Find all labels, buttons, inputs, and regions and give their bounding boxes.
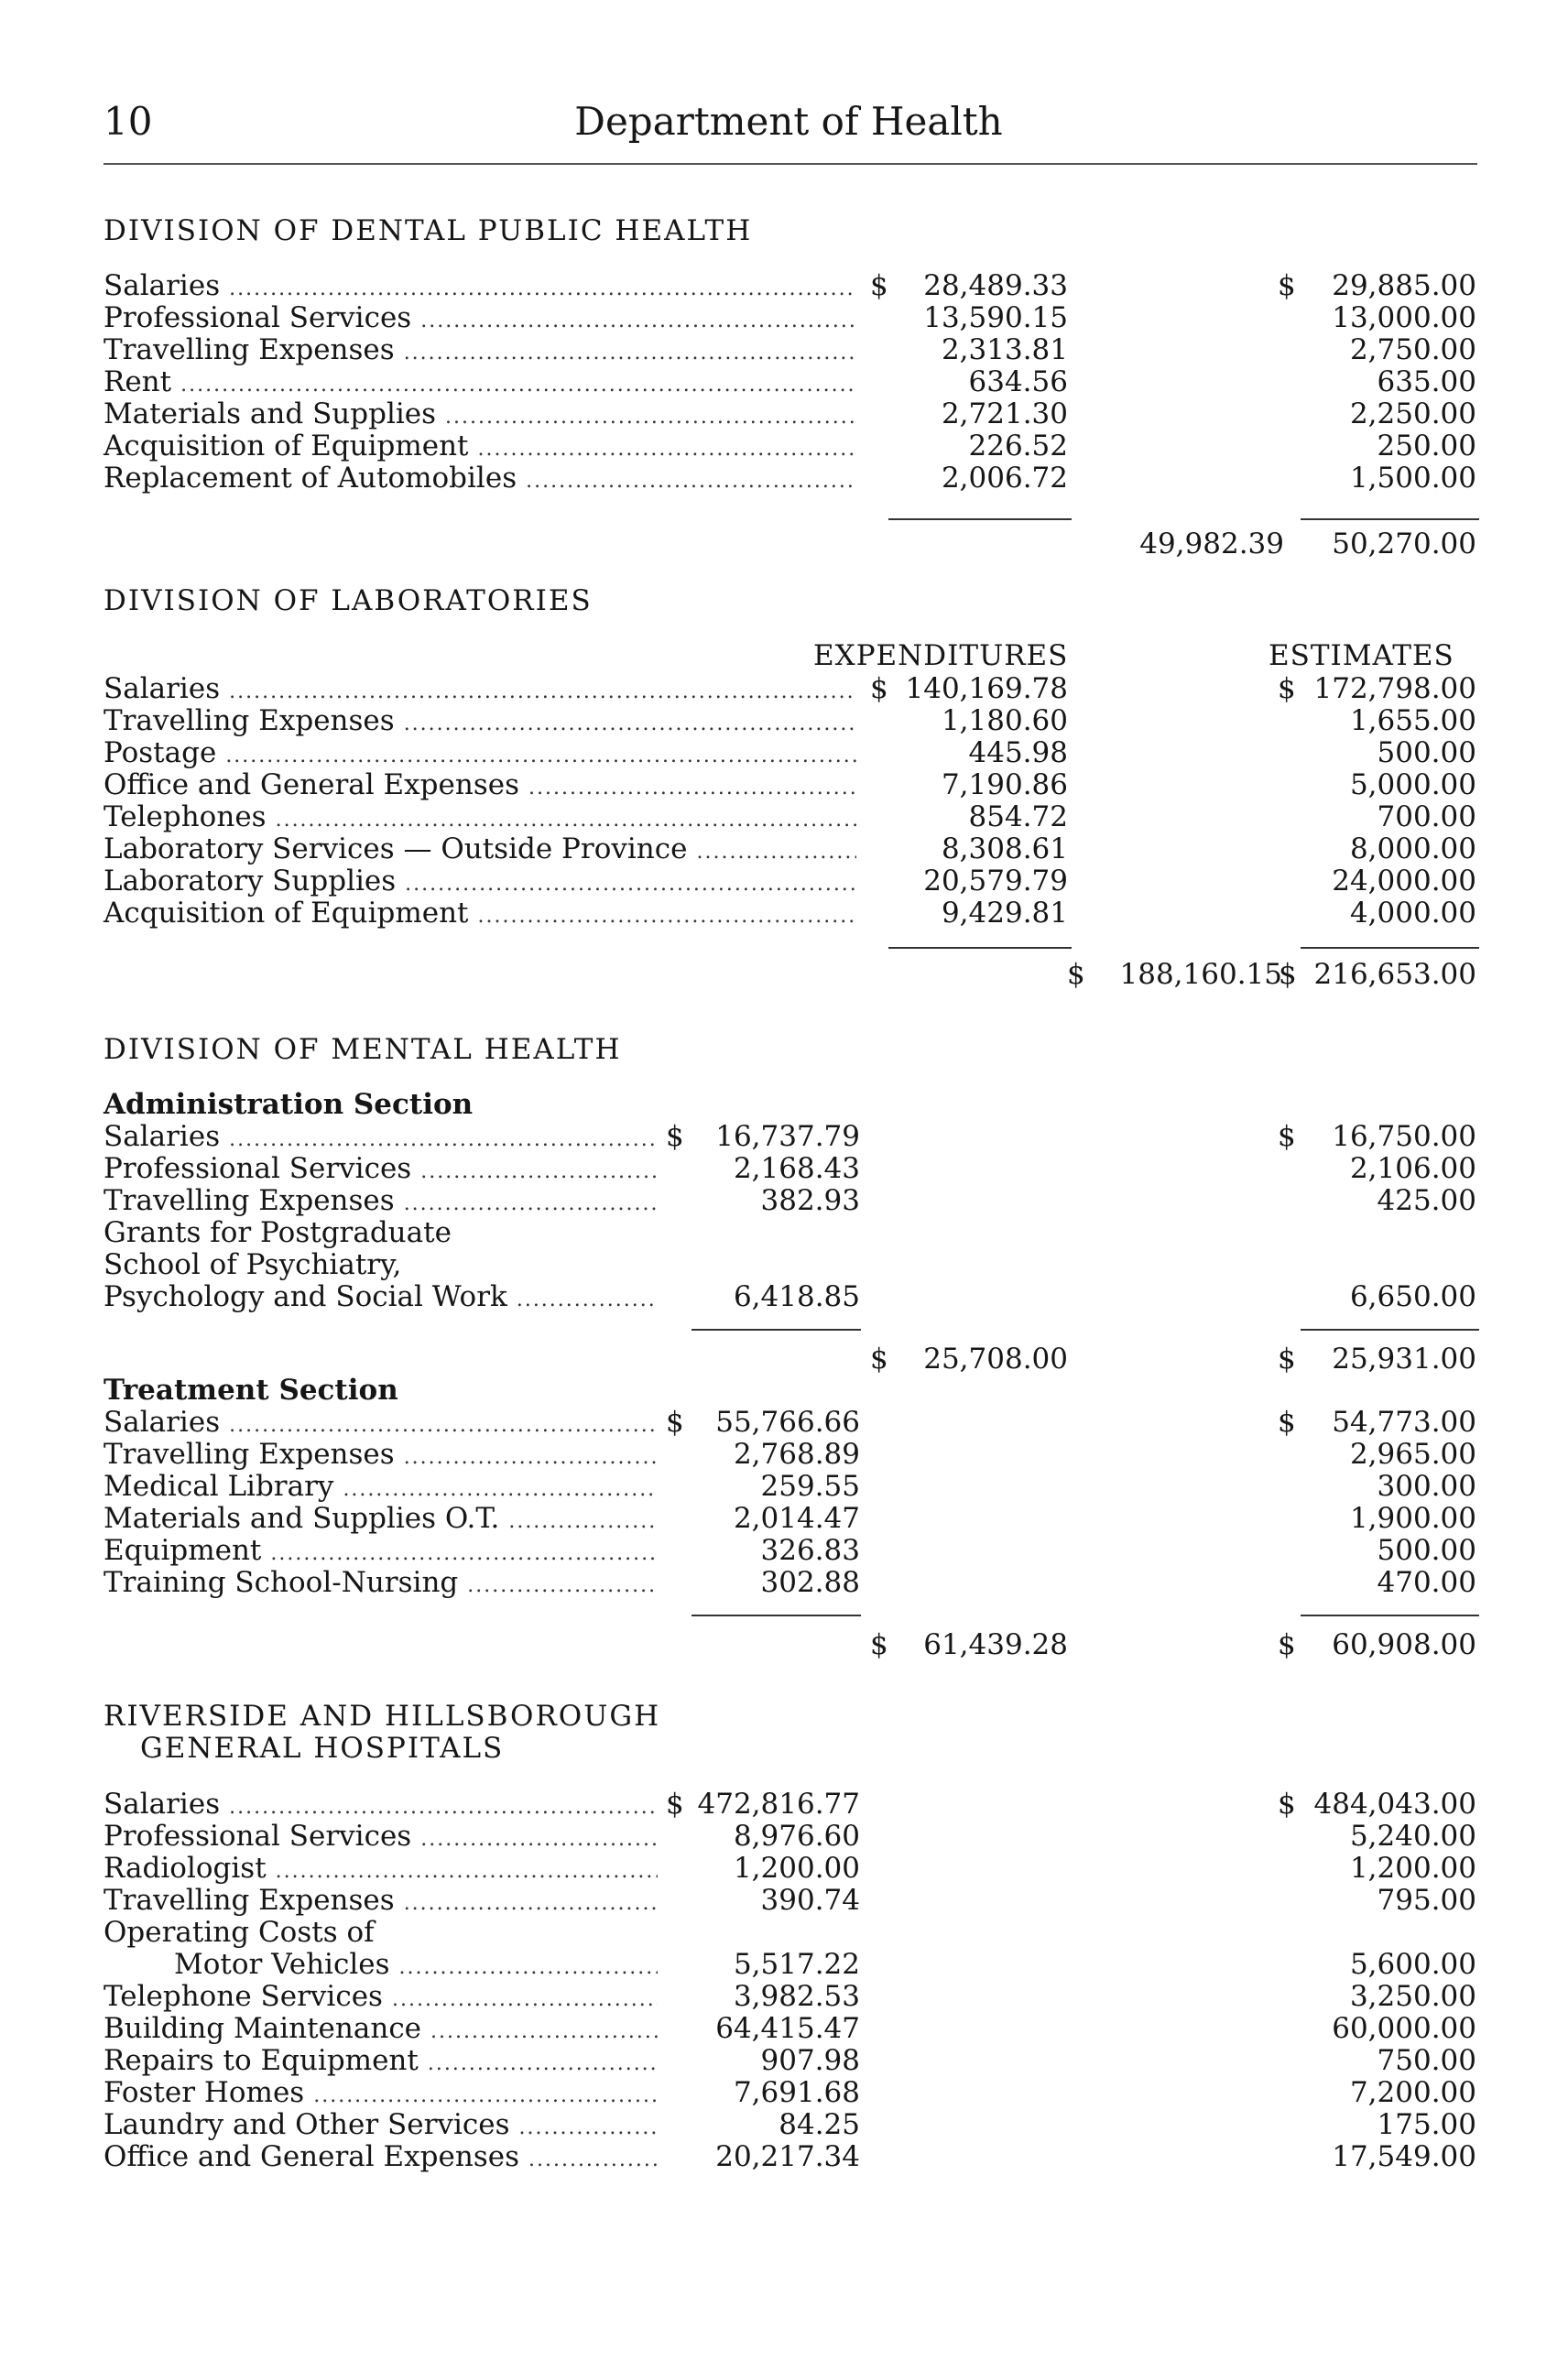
header-rule [103, 163, 1477, 165]
estimate-value: 3,250.00 [1349, 1980, 1476, 2013]
table-row [0, 865, 1568, 897]
table-row [0, 1916, 1568, 1949]
row-label: Training School-Nursing ..... [103, 1566, 658, 1603]
estimate-value: 60,000.00 [1332, 2012, 1476, 2045]
dollar-sign: $ [1278, 1343, 1296, 1376]
table-row [0, 897, 1568, 930]
row-label: Acquisition of Equipment ..... [103, 430, 856, 466]
row-label: Travelling Expenses ..... [103, 704, 856, 741]
estimate-value: 635.00 [1377, 365, 1476, 398]
estimate-value: 470.00 [1377, 1566, 1476, 1599]
table-row [0, 1980, 1568, 2013]
estimate-value: 2,250.00 [1349, 397, 1476, 430]
expenditure-value: 1,180.60 [941, 704, 1068, 737]
row-label: Building Maintenance ..... [103, 2012, 658, 2049]
estimate-value: 8,000.00 [1349, 832, 1476, 865]
expenditure-value: 28,489.33 [923, 269, 1068, 302]
table-row [0, 365, 1568, 398]
expenditure-value: 2,721.30 [941, 397, 1068, 430]
subtotal-rule [888, 518, 1072, 520]
estimates-column-header: ESTIMATES [1269, 639, 1454, 672]
row-label: Motor Vehicles ..... [174, 1948, 658, 1985]
treatment-total-estimate: 60,908.00 [1332, 1628, 1476, 1661]
estimate-value: 5,000.00 [1349, 768, 1476, 801]
table-row [0, 1216, 1568, 1249]
table-row [0, 1884, 1568, 1917]
expenditure-value: 6,418.85 [733, 1280, 860, 1313]
table-row [0, 1852, 1568, 1885]
dollar-sign: $ [1278, 1628, 1296, 1661]
estimate-value: 1,655.00 [1349, 704, 1476, 737]
row-label: Grants for Postgraduate [103, 1216, 452, 1249]
estimate-value: 6,650.00 [1349, 1280, 1476, 1313]
admin-section-heading: Administration Section [103, 1088, 474, 1121]
row-label: Telephones ..... [103, 800, 856, 837]
expenditure-value: 1,200.00 [733, 1852, 860, 1885]
estimate-value: 175.00 [1377, 2108, 1476, 2141]
treatment-total-expenditure: 61,439.28 [923, 1628, 1068, 1661]
treatment-section-heading: Treatment Section [103, 1374, 398, 1407]
estimate-value: 7,200.00 [1349, 2076, 1476, 2109]
table-row [0, 768, 1568, 801]
expenditure-value: 13,590.15 [923, 301, 1068, 334]
expenditure-value: 907.98 [760, 2044, 860, 2077]
expenditure-value: 84.25 [779, 2108, 860, 2141]
dollar-sign: $ [1067, 958, 1085, 991]
dental-total-expenditure: 49,982.39 [1139, 527, 1284, 560]
subtotal-rule [691, 1615, 861, 1616]
estimate-value: 500.00 [1377, 736, 1476, 769]
dental-total-estimate: 50,270.00 [1332, 527, 1476, 560]
expenditure-value: 2,006.72 [941, 462, 1068, 495]
table-row [0, 1120, 1568, 1153]
estimate-value: 250.00 [1377, 430, 1476, 462]
expenditure-value: 2,768.89 [733, 1438, 860, 1471]
row-label: Laboratory Services — Outside Province ..... [103, 832, 856, 869]
row-label: Equipment ..... [103, 1534, 658, 1571]
dollar-sign: $ [1278, 672, 1296, 705]
dollar-sign: $ [870, 672, 888, 705]
row-label: Office and General Expenses ..... [103, 768, 856, 805]
dollar-sign: $ [666, 1788, 684, 1821]
dollar-sign: $ [1278, 1120, 1296, 1153]
dollar-sign: $ [1278, 269, 1296, 302]
table-row [0, 301, 1568, 334]
row-label: Acquisition of Equipment ..... [103, 897, 856, 933]
labs-heading: DIVISION OF LABORATORIES [103, 584, 593, 617]
table-row [0, 1820, 1568, 1853]
subtotal-rule [1301, 1615, 1479, 1616]
labs-total-estimate: 216,653.00 [1313, 958, 1476, 991]
estimate-value: 4,000.00 [1349, 897, 1476, 930]
table-row [0, 1788, 1568, 1821]
row-label: Salaries ..... [103, 1788, 658, 1824]
estimate-value: 795.00 [1377, 1884, 1476, 1917]
row-label: Telephone Services ..... [103, 1980, 658, 2017]
dollar-sign: $ [666, 1120, 684, 1153]
subtotal-rule [888, 947, 1072, 949]
table-row [0, 1248, 1568, 1281]
table-row [0, 333, 1568, 366]
row-label: Radiologist ..... [103, 1852, 658, 1888]
estimate-value: 54,773.00 [1332, 1406, 1476, 1439]
expenditure-value: 9,429.81 [941, 897, 1068, 930]
row-label: Professional Services ..... [103, 1820, 658, 1856]
estimate-value: 2,965.00 [1349, 1438, 1476, 1471]
labs-total-expenditure: 188,160.15 [1119, 958, 1282, 991]
page-number: 10 [103, 99, 153, 144]
expenditure-value: 445.98 [968, 736, 1068, 769]
expenditure-value: 302.88 [760, 1566, 860, 1599]
dollar-sign: $ [870, 1343, 888, 1376]
row-label: Travelling Expenses ..... [103, 333, 856, 370]
admin-total-expenditure: 25,708.00 [923, 1343, 1068, 1376]
row-label: Medical Library ..... [103, 1470, 658, 1506]
expenditure-value: 3,982.53 [733, 1980, 860, 2013]
row-label: School of Psychiatry, [103, 1248, 402, 1281]
estimate-value: 13,000.00 [1332, 301, 1476, 334]
row-label: Replacement of Automobiles ..... [103, 462, 856, 498]
expenditure-value: 226.52 [968, 430, 1068, 462]
row-label: Travelling Expenses ..... [103, 1438, 658, 1474]
subtotal-rule [691, 1329, 861, 1331]
expenditure-value: 55,766.66 [715, 1406, 860, 1439]
table-row [0, 832, 1568, 865]
table-row [0, 430, 1568, 462]
estimate-value: 425.00 [1377, 1184, 1476, 1217]
riverside-heading-line1: RIVERSIDE AND HILLSBOROUGH [103, 1700, 661, 1733]
expenditure-value: 2,168.43 [733, 1152, 860, 1185]
estimate-value: 2,750.00 [1349, 333, 1476, 366]
dollar-sign: $ [870, 269, 888, 302]
row-label: Materials and Supplies O.T. ..... [103, 1502, 658, 1539]
expenditure-value: 140,169.78 [905, 672, 1068, 705]
estimate-value: 484,043.00 [1313, 1788, 1476, 1821]
dollar-sign: $ [666, 1406, 684, 1439]
estimate-value: 24,000.00 [1332, 865, 1476, 897]
riverside-heading-line2: GENERAL HOSPITALS [140, 1732, 505, 1765]
row-label: Travelling Expenses ..... [103, 1884, 658, 1920]
expenditure-value: 64,415.47 [715, 2012, 860, 2045]
table-row [0, 1534, 1568, 1567]
table-row [0, 397, 1568, 430]
table-row [0, 2012, 1568, 2045]
table-row [0, 2044, 1568, 2077]
table-row [0, 672, 1568, 705]
subtotal-rule [1301, 947, 1479, 949]
table-row [0, 1184, 1568, 1217]
estimate-value: 5,240.00 [1349, 1820, 1476, 1853]
row-label: Office and General Expenses ..... [103, 2140, 658, 2177]
table-row [0, 269, 1568, 302]
table-row [0, 1566, 1568, 1599]
row-label: Professional Services ..... [103, 1152, 658, 1189]
running-title: Department of Health [574, 99, 1003, 144]
expenditure-value: 20,217.34 [715, 2140, 860, 2173]
expenditure-value: 2,014.47 [733, 1502, 860, 1535]
row-label: Laboratory Supplies ..... [103, 865, 856, 901]
estimate-value: 16,750.00 [1332, 1120, 1476, 1153]
table-row [0, 1502, 1568, 1535]
table-row [0, 2108, 1568, 2141]
table-row [0, 1948, 1568, 1981]
expenditure-value: 20,579.79 [923, 865, 1068, 897]
row-label: Professional Services ..... [103, 301, 856, 338]
table-row [0, 800, 1568, 833]
dental-heading: DIVISION OF DENTAL PUBLIC HEALTH [103, 214, 753, 247]
estimate-value: 1,500.00 [1349, 462, 1476, 495]
row-label: Materials and Supplies ..... [103, 397, 856, 434]
expenditure-value: 259.55 [760, 1470, 860, 1503]
table-row [0, 2076, 1568, 2109]
estimate-value: 750.00 [1377, 2044, 1476, 2077]
row-label: Salaries ..... [103, 269, 856, 306]
estimate-value: 300.00 [1377, 1470, 1476, 1503]
row-label: Travelling Expenses ..... [103, 1184, 658, 1221]
subtotal-rule [1301, 1329, 1479, 1331]
expenditure-value: 7,190.86 [941, 768, 1068, 801]
row-label: Laundry and Other Services ..... [103, 2108, 658, 2145]
row-label: Repairs to Equipment ..... [103, 2044, 658, 2081]
admin-total-estimate: 25,931.00 [1332, 1343, 1476, 1376]
estimate-value: 5,600.00 [1349, 1948, 1476, 1981]
table-row [0, 1152, 1568, 1185]
expenditures-column-header: EXPENDITURES [813, 639, 1069, 672]
estimate-value: 500.00 [1377, 1534, 1476, 1567]
expenditure-value: 2,313.81 [941, 333, 1068, 366]
table-row [0, 462, 1568, 495]
table-row [0, 1406, 1568, 1439]
dollar-sign: $ [1278, 1406, 1296, 1439]
estimate-value: 172,798.00 [1313, 672, 1476, 705]
expenditure-value: 854.72 [968, 800, 1068, 833]
expenditure-value: 634.56 [968, 365, 1068, 398]
expenditure-value: 472,816.77 [697, 1788, 860, 1821]
expenditure-value: 390.74 [760, 1884, 860, 1917]
row-label: Salaries ..... [103, 1406, 658, 1442]
dollar-sign: $ [1278, 1788, 1296, 1821]
row-label: Rent ..... [103, 365, 856, 402]
expenditure-value: 5,517.22 [733, 1948, 860, 1981]
row-label: Salaries ..... [103, 1120, 658, 1157]
table-row [0, 704, 1568, 737]
row-label: Foster Homes ..... [103, 2076, 658, 2113]
dollar-sign: $ [870, 1628, 888, 1661]
estimate-value: 17,549.00 [1332, 2140, 1476, 2173]
row-label: Psychology and Social Work ..... [103, 1280, 658, 1317]
expenditure-value: 7,691.68 [733, 2076, 860, 2109]
estimate-value: 1,200.00 [1349, 1852, 1476, 1885]
mental-heading: DIVISION OF MENTAL HEALTH [103, 1033, 622, 1066]
table-row [0, 2140, 1568, 2173]
expenditure-value: 8,308.61 [941, 832, 1068, 865]
expenditure-value: 16,737.79 [715, 1120, 860, 1153]
table-row [0, 736, 1568, 769]
expenditure-value: 8,976.60 [733, 1820, 860, 1853]
table-row [0, 1280, 1568, 1313]
row-label: Operating Costs of [103, 1916, 375, 1949]
row-label: Salaries ..... [103, 672, 856, 709]
table-row [0, 1470, 1568, 1503]
dollar-sign: $ [1279, 958, 1297, 991]
estimate-value: 1,900.00 [1349, 1502, 1476, 1535]
expenditure-value: 326.83 [760, 1534, 860, 1567]
table-row [0, 1438, 1568, 1471]
estimate-value: 29,885.00 [1332, 269, 1476, 302]
estimate-value: 700.00 [1377, 800, 1476, 833]
subtotal-rule [1301, 518, 1479, 520]
row-label: Postage ..... [103, 736, 856, 773]
estimate-value: 2,106.00 [1349, 1152, 1476, 1185]
expenditure-value: 382.93 [760, 1184, 860, 1217]
